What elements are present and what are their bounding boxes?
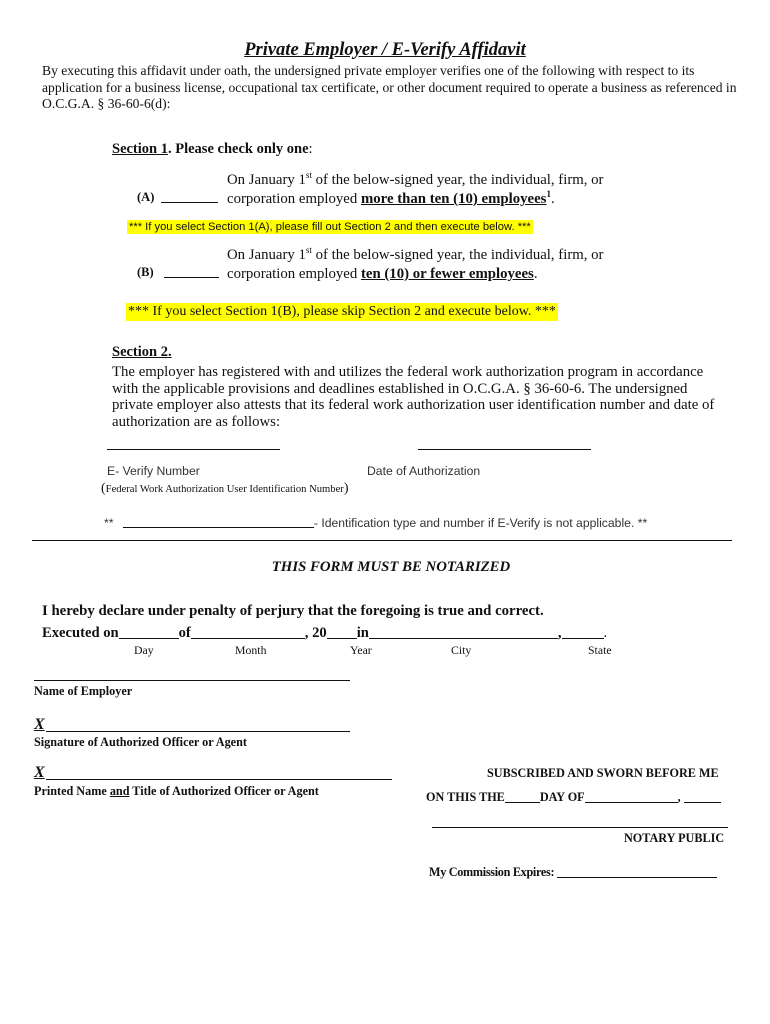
- day-of: DAY OF: [539, 790, 585, 804]
- subscribed-sworn: SUBSCRIBED AND SWORN BEFORE ME: [487, 766, 719, 780]
- option-b-line1: [227, 246, 604, 265]
- section1-heading-colon: :: [308, 141, 313, 157]
- executed-state-line[interactable]: [562, 625, 604, 639]
- identification-note: [104, 516, 647, 530]
- option-b-line2-post: .: [533, 266, 538, 282]
- notary-comma: ,: [677, 790, 681, 804]
- option-b-line1-sup: st: [305, 245, 312, 256]
- option-a-line1-pre: On January 1: [227, 172, 306, 188]
- date-of-authorization-line[interactable]: [418, 449, 591, 450]
- option-a-threshold: more than ten (10) employees: [360, 191, 547, 207]
- section1-heading: [112, 141, 313, 158]
- printed-name-x-mark: X: [34, 764, 45, 781]
- executed-line: [42, 625, 607, 642]
- option-a-line1-post: of the below-signed year, the individual, firm, or: [311, 172, 604, 188]
- signature-label: Signature of Authorized Officer or Agent: [34, 735, 247, 749]
- notary-day-line[interactable]: [505, 790, 540, 803]
- executed-month-line[interactable]: [191, 625, 305, 639]
- option-a-checkline[interactable]: [161, 188, 218, 203]
- document-title: Private Employer / E-Verify Affidavit: [244, 40, 526, 60]
- commission-expires-line[interactable]: [557, 865, 717, 878]
- everify-number-line[interactable]: [107, 449, 280, 450]
- option-b-threshold: ten (10) or fewer employees: [360, 266, 534, 282]
- option-b-text: [227, 246, 604, 284]
- id-prefix: **: [104, 516, 114, 530]
- option-a-line1: [227, 171, 604, 190]
- option-a-text: [227, 171, 604, 209]
- notary-signature-line[interactable]: [432, 827, 728, 828]
- option-b-row: [137, 263, 219, 281]
- notary-date-line: [426, 790, 721, 805]
- city-label: City: [451, 643, 472, 657]
- day-label: Day: [134, 643, 154, 657]
- everify-sub-text: Federal Work Authorization User Identification Number: [105, 484, 344, 495]
- notary-public-label: NOTARY PUBLIC: [624, 831, 725, 845]
- paren-open: (: [101, 481, 106, 496]
- date-of-authorization-label: Date of Authorization: [367, 464, 481, 478]
- option-b-instruction: *** If you select Section 1(B), please skip Section 2 and execute below. ***: [128, 304, 556, 319]
- option-a-row: [137, 188, 218, 206]
- section2-heading-label: Section 2: [112, 344, 168, 360]
- option-a-line1-sup: st: [305, 170, 312, 181]
- signature-line[interactable]: [46, 731, 350, 732]
- option-b-checkline[interactable]: [164, 263, 219, 278]
- option-b-line2: [227, 265, 604, 284]
- notary-month-line[interactable]: [585, 790, 678, 803]
- executed-of: of: [178, 625, 191, 641]
- option-b-label: (B): [137, 265, 154, 279]
- executed-day-line[interactable]: [119, 625, 179, 639]
- section1-heading-label: Section 1: [112, 141, 168, 157]
- identification-line[interactable]: [123, 516, 314, 528]
- executed-year-prefix: , 20: [304, 625, 327, 641]
- printed-name-label: [34, 784, 319, 799]
- everify-sub-label: [101, 481, 348, 497]
- section1-heading-rest: . Please check only one: [167, 141, 309, 157]
- option-b-line1-post: of the below-signed year, the individual, firm, or: [311, 247, 604, 263]
- executed-city-line[interactable]: [369, 625, 558, 639]
- printed-name-pre: Printed Name: [34, 784, 110, 798]
- executed-year-line[interactable]: [327, 625, 357, 639]
- notary-year-line[interactable]: [684, 790, 721, 803]
- option-a-label: (A): [137, 190, 155, 204]
- printed-name-post: Title of Authorized Officer or Agent: [129, 784, 319, 798]
- option-a-footnote-ref: 1: [546, 189, 551, 200]
- intro-paragraph: By executing this affidavit under oath, the undersigned private employer verifies one of the following with respect to its application for a business license, occupational tax certificate, or other document required to operate a business as referenced in O.C.G.A. § 36-60-6(d):: [42, 63, 737, 111]
- option-a-instruction: *** If you select Section 1(A), please fill out Section 2 and then execute below. ***: [129, 221, 531, 233]
- section2-heading: [112, 344, 172, 361]
- section2-body: The employer has registered with and utilizes the federal work authorization program in accordance with the applicable provisions and deadlines established in O.C.G.A. § 36-60-6. The undersigned private employer also attests that its federal work authorization user identification number and date of authorization are as follows:: [112, 364, 715, 430]
- employer-name-label: Name of Employer: [34, 684, 133, 698]
- printed-name-line[interactable]: [46, 779, 392, 780]
- divider: [32, 540, 732, 541]
- declaration: I hereby declare under penalty of perjury that the foregoing is true and correct.: [42, 603, 544, 619]
- notarized-heading: THIS FORM MUST BE NOTARIZED: [271, 559, 511, 575]
- paren-close: ): [343, 481, 349, 496]
- state-label: State: [588, 643, 612, 657]
- signature-x-mark: X: [34, 716, 45, 733]
- executed-in: in: [356, 625, 369, 641]
- executed-on-label: Executed on: [42, 625, 119, 641]
- section2-heading-dot: .: [167, 344, 172, 360]
- option-a-line2-post: .: [550, 191, 555, 207]
- option-b-line1-pre: On January 1: [227, 247, 306, 263]
- year-label: Year: [350, 643, 372, 657]
- everify-number-label: E- Verify Number: [107, 464, 200, 478]
- commission-expires: [429, 865, 717, 880]
- commission-label: My Commission Expires:: [429, 865, 555, 879]
- option-a-line2-pre: corporation employed: [227, 191, 361, 207]
- option-a-line2: [227, 190, 604, 209]
- month-label: Month: [235, 643, 267, 657]
- executed-period: .: [603, 625, 608, 641]
- option-b-line2-pre: corporation employed: [227, 266, 361, 282]
- employer-name-line[interactable]: [34, 680, 350, 681]
- id-note-text: - Identification type and number if E-Verify is not applicable. **: [313, 516, 648, 530]
- executed-comma: ,: [557, 625, 562, 641]
- on-this-the: ON THIS THE: [426, 790, 505, 804]
- printed-name-and: and: [109, 784, 130, 798]
